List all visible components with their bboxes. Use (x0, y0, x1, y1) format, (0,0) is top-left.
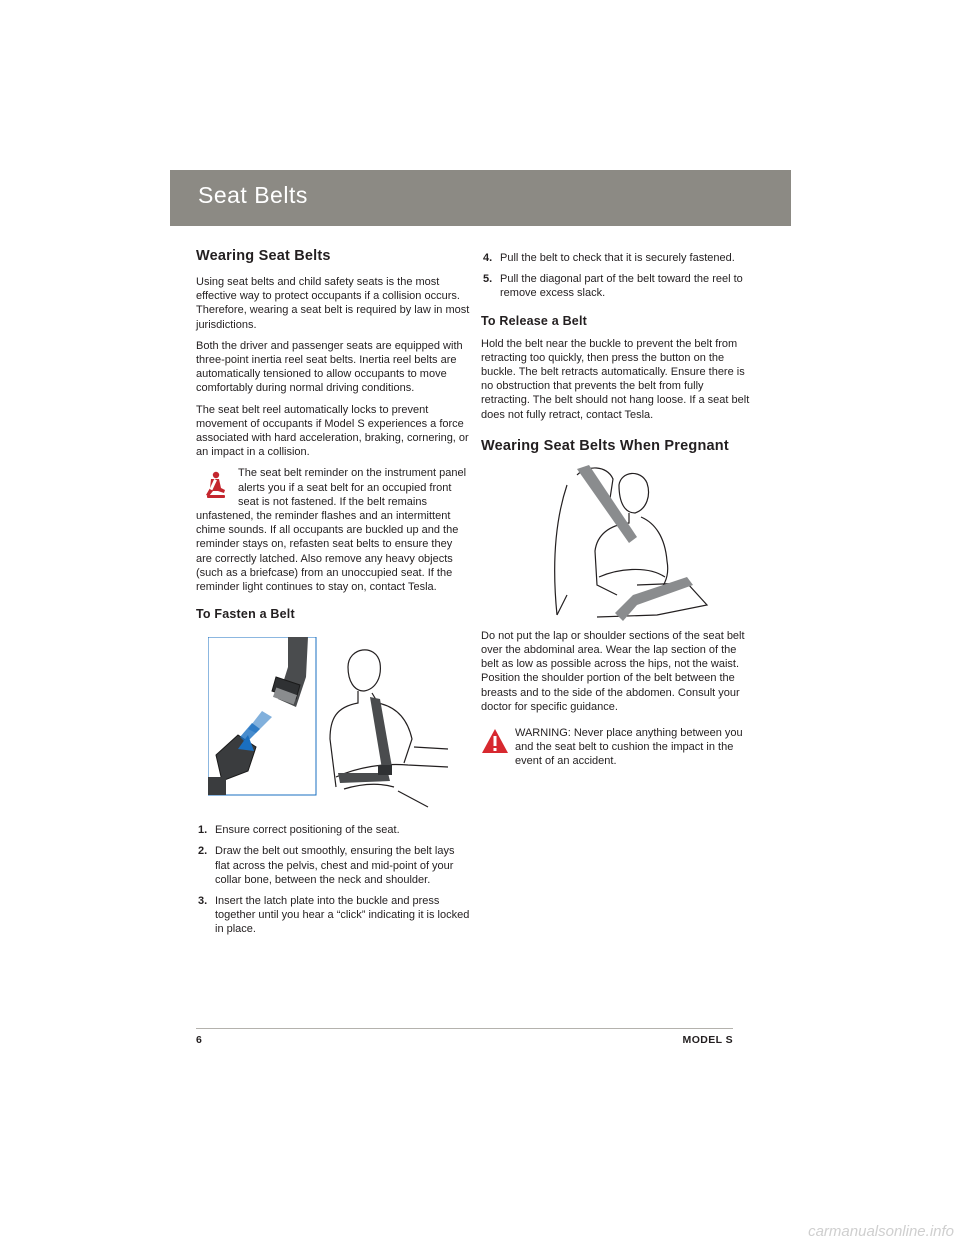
step-1 (196, 823, 470, 837)
step-2 (196, 844, 470, 887)
left-column (196, 248, 470, 944)
seatbelt-reminder-icon (196, 466, 234, 500)
step-4 (481, 251, 753, 265)
footer-rule (196, 1028, 733, 1029)
step-text: Ensure correct positioning of the seat. (215, 824, 400, 837)
step-3 (196, 894, 470, 937)
step-number: 1. (198, 824, 208, 837)
fasten-belt-illustration (208, 637, 458, 815)
fasten-heading: To Fasten a Belt (196, 607, 295, 622)
step-text: Draw the belt out smoothly, ensuring the belt lays flat across the pelvis, chest and mid-point of your collar bone, between the neck and shoulder. (215, 845, 455, 886)
pregnant-paragraph: Do not put the lap or shoulder sections of the seat belt over the abdominal area. Wear the lap section of the belt as low as possible across the hips, not the waist. Position the shoulder portion of the belt between the breasts and to the side of the abdomen. Consult your doctor for specific guidance. (481, 629, 745, 713)
page-number: 6 (196, 1034, 202, 1046)
step-number: 2. (198, 845, 208, 858)
intro-paragraph: Using seat belts and child safety seats is the most effective way to protect occupants if a collision occurs. Therefore, wearing a seat belt is required by law in most jurisdictions. (196, 276, 470, 331)
watermark: carmanualsonline.info (808, 1223, 954, 1240)
release-paragraph: Hold the belt near the buckle to prevent the belt from retracting too quickly, then press the button on the buckle. The belt retracts automatically. Ensure there is no obstruction that prevents the belt from fully retracting. The belt should not hang loose. If a seat belt does not fully retract, contact Tesla. (481, 337, 750, 421)
warning-note (481, 726, 753, 769)
page-title: Seat Belts (198, 182, 308, 208)
reminder-note-text: The seat belt reminder on the instrument panel alerts you if a seat belt for an occupied front seat is not fastened. If the belt remains unfastened, the reminder flashes and an intermittent chime sounds. If all occupants are buckled up and the reminder stays on, refasten seat belts to ensure they are correctly latched. Also remove any heavy objects (such as a briefcase) from an unoccupied seat. If the reminder light continues to stay on, contact Tesla. (196, 467, 467, 594)
step-number: 4. (483, 252, 493, 264)
step-text: Pull the belt to check that it is securely fastened. (500, 252, 735, 264)
step-5 (481, 272, 753, 300)
step-number: 5. (483, 273, 493, 286)
warning-text: WARNING: Never place anything between you and the seat belt to cushion the impact in the event of an accident. (515, 727, 743, 768)
step-text: Insert the latch plate into the buckle and press together until you hear a “click” indicating it is locked in place. (215, 895, 470, 936)
right-column (481, 251, 753, 776)
reminder-note (196, 466, 470, 594)
inertia-paragraph: Both the driver and passenger seats are equipped with three-point inertia reel seat belts. Inertia reel belts are automatically tensioned to allow occupants to move comfortably during normal driving conditions. (196, 339, 463, 395)
pregnant-heading: Wearing Seat Belts When Pregnant (481, 437, 729, 454)
warning-triangle-icon (481, 728, 511, 758)
step-number: 3. (198, 895, 208, 908)
wearing-heading: Wearing Seat Belts (196, 248, 331, 264)
pregnant-belt-illustration (537, 465, 717, 625)
lock-paragraph: The seat belt reel automatically locks to prevent movement of occupants if Model S experiences a force associated with hard acceleration, braking, cornering, or an impact in a collision. (196, 403, 469, 459)
step-text: Pull the diagonal part of the belt toward the reel to remove excess slack. (500, 273, 743, 300)
footer-model-name: MODEL S (682, 1034, 733, 1046)
header-band (170, 170, 791, 226)
release-heading: To Release a Belt (481, 313, 587, 328)
